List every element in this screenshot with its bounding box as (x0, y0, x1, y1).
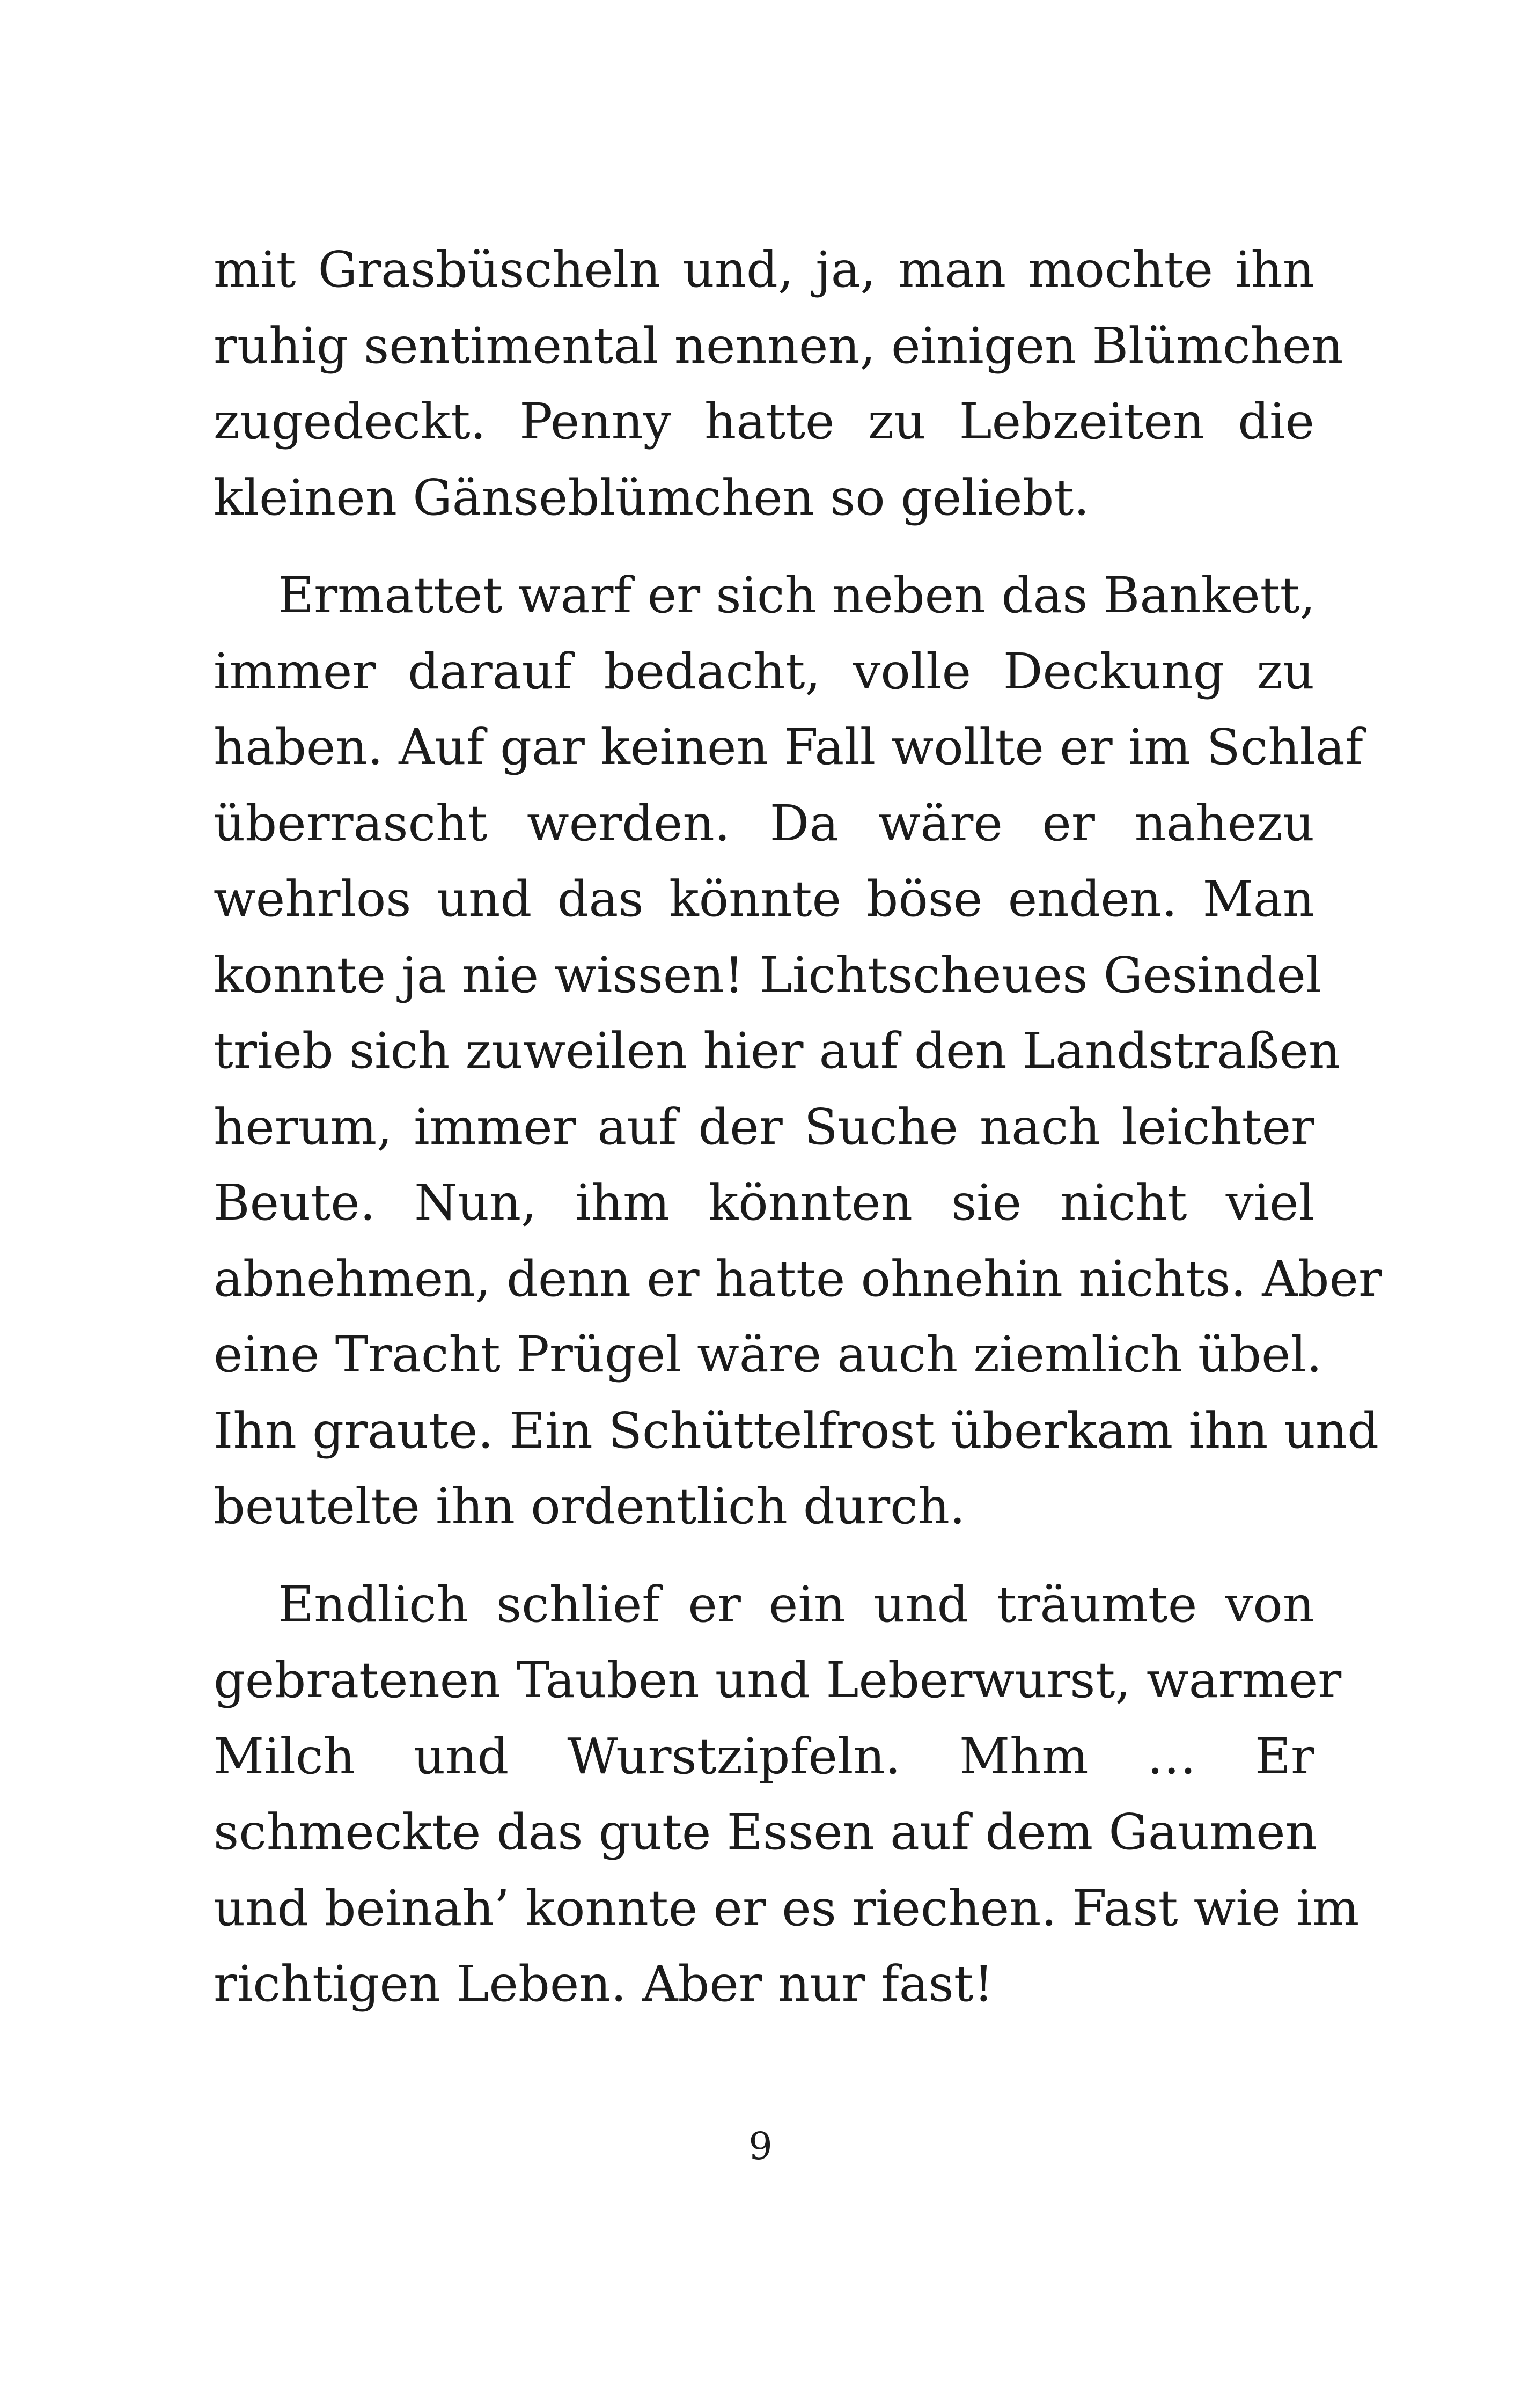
text-line: und beinah’ konnte er es riechen. Fast wie im (214, 1879, 1360, 1937)
page-number: 9 (748, 2124, 773, 2168)
text-line: immer darauf bedacht, volle Deckung zu (214, 642, 1314, 700)
text-line: Ermattet warf er sich neben das Bankett, (278, 567, 1316, 624)
text-line: überrascht werden. Da wäre er nahezu (214, 794, 1314, 852)
text-line: kleinen Gänseblümchen so geliebt. (214, 468, 1090, 526)
text-line: trieb sich zuweilen hier auf den Landstraßen (214, 1022, 1341, 1080)
body-text (214, 232, 1382, 2022)
text-line: gebratenen Tauben und Leberwurst, warmer (214, 1651, 1342, 1709)
text-line: wehrlos und das könnte böse enden. Man (214, 870, 1314, 928)
text-line: Ihn graute. Ein Schüttelfrost überkam ihn und (214, 1401, 1379, 1459)
text-line: Beute. Nun, ihm könnten sie nicht viel (214, 1174, 1314, 1231)
text-line: haben. Auf gar keinen Fall wollte er im Schlaf (214, 718, 1363, 776)
text-line: herum, immer auf der Suche nach leichter (214, 1098, 1314, 1156)
text-line: richtigen Leben. Aber nur fast! (214, 1955, 994, 2013)
text-line: schmeckte das gute Essen auf dem Gaumen (214, 1803, 1317, 1861)
paragraph-2 (214, 557, 1382, 1545)
text-line: Milch und Wurstzipfeln. Mhm … Er (214, 1727, 1314, 1785)
text-line: abnehmen, denn er hatte ohnehin nichts. Aber (214, 1250, 1382, 1308)
paragraph-1 (214, 232, 1343, 535)
text-line: konnte ja nie wissen! Lichtscheues Gesindel (214, 946, 1322, 1004)
text-line: eine Tracht Prügel wäre auch ziemlich übel. (214, 1326, 1322, 1383)
text-line: mit Grasbüscheln und, ja, man mochte ihn (214, 241, 1314, 298)
text-line: zugedeckt. Penny hatte zu Lebzeiten die (214, 393, 1314, 450)
text-line: ruhig sentimental nennen, einigen Blümchen (214, 317, 1343, 375)
paragraph-3 (214, 1567, 1360, 2022)
text-line: Endlich schlief er ein und träumte von (278, 1575, 1314, 1633)
text-line: beutelte ihn ordentlich durch. (214, 1478, 966, 1535)
